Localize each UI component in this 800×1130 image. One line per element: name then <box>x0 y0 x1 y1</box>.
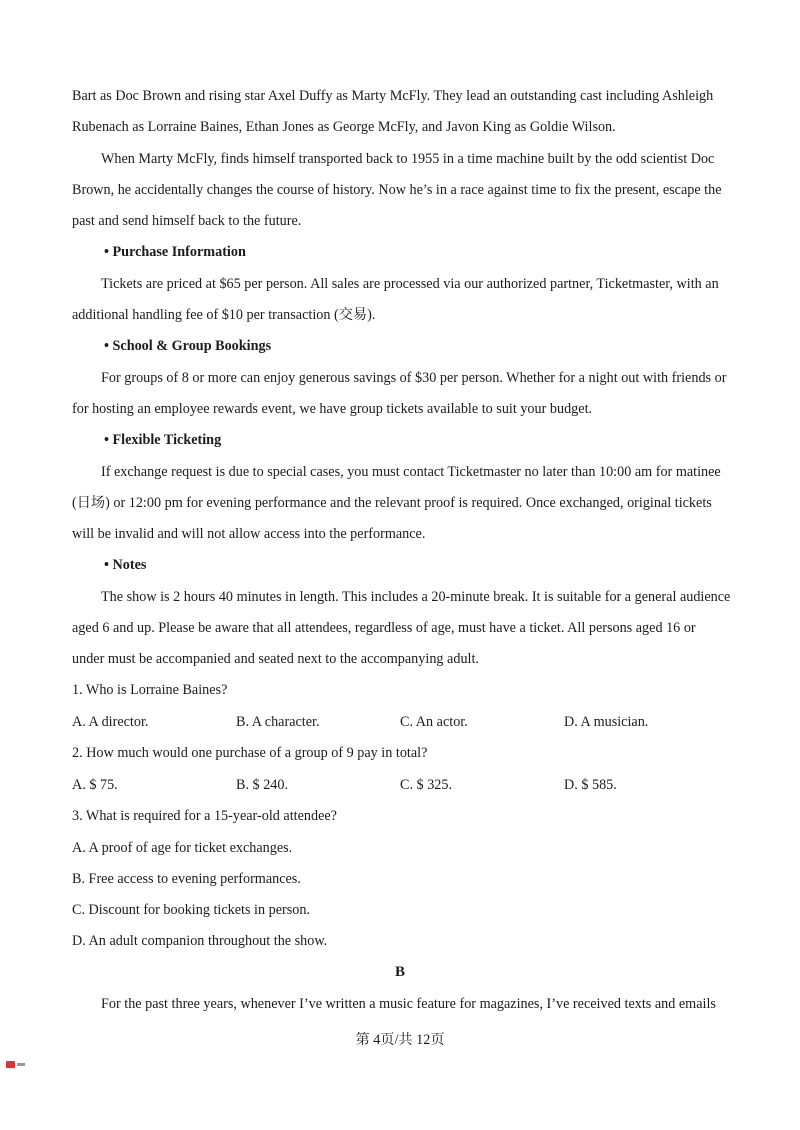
watermark-logo-icon <box>6 1061 15 1068</box>
flexible-ticketing-line-2: (日场) or 12:00 pm for evening performance and the relevant proof is required. Once exchanged, original tickets <box>72 495 712 511</box>
question-1-option-b: B. A character. <box>236 714 320 730</box>
question-2-option-c: C. $ 325. <box>400 777 453 793</box>
question-1-option-c: C. An actor. <box>400 714 468 730</box>
page-number-footer: 第 4页/共 12页 <box>355 1032 445 1048</box>
question-3-stem: 3. What is required for a 15-year-old attendee? <box>72 808 337 824</box>
question-2-option-b: B. $ 240. <box>236 777 289 793</box>
flexible-ticketing-line-3: will be invalid and will not allow access into the performance. <box>72 526 426 542</box>
group-bookings-line-1: For groups of 8 or more can enjoy generous savings of $30 per person. Whether for a night out with friends or <box>101 370 727 386</box>
question-2-stem: 2. How much would one purchase of a group of 9 pay in total? <box>72 745 428 761</box>
notes-line-2: aged 6 and up. Please be aware that all attendees, regardless of age, must have a ticket. All persons aged 16 or <box>72 620 696 636</box>
group-bookings-line-2: for hosting an employee rewards event, we have group tickets available to suit your budget. <box>72 401 593 417</box>
story-line-2: Brown, he accidentally changes the course of history. Now he’s in a race against time to fix the present, escape the <box>72 182 722 198</box>
story-line-3: past and send himself back to the future. <box>72 213 302 229</box>
section-b-title: B <box>394 964 405 980</box>
purchase-info-heading: • Purchase Information <box>104 244 246 260</box>
question-3-option-c: C. Discount for booking tickets in person. <box>72 902 311 918</box>
story-line-1: When Marty McFly, finds himself transported back to 1955 in a time machine built by the odd scientist Doc <box>101 151 715 167</box>
notes-heading: • Notes <box>104 557 147 573</box>
notes-line-1: The show is 2 hours 40 minutes in length. This includes a 20-minute break. It is suitable for a general audience <box>101 589 731 605</box>
purchase-info-line-1: Tickets are priced at $65 per person. All sales are processed via our authorized partner, Ticketmaster, with an <box>101 276 719 292</box>
question-2-option-a: A. $ 75. <box>72 777 118 793</box>
watermark-text-mark <box>17 1063 25 1066</box>
notes-line-3: under must be accompanied and seated next to the accompanying adult. <box>72 651 479 667</box>
question-3-option-d: D. An adult companion throughout the show. <box>72 933 328 949</box>
question-1-stem: 1. Who is Lorraine Baines? <box>72 682 228 698</box>
section-b-first-line: For the past three years, whenever I’ve written a music feature for magazines, I’ve received texts and emails <box>101 996 716 1012</box>
question-1-option-a: A. A director. <box>72 714 149 730</box>
question-1-option-d: D. A musician. <box>564 714 649 730</box>
question-3-option-a: A. A proof of age for ticket exchanges. <box>72 840 293 856</box>
group-bookings-heading: • School & Group Bookings <box>104 338 272 354</box>
question-3-option-b: B. Free access to evening performances. <box>72 871 301 887</box>
purchase-info-line-2: additional handling fee of $10 per transaction (交易). <box>72 307 376 323</box>
intro-line-2: Rubenach as Lorraine Baines, Ethan Jones as George McFly, and Javon King as Goldie Wilson. <box>72 119 616 135</box>
question-2-option-d: D. $ 585. <box>564 777 617 793</box>
intro-line-1: Bart as Doc Brown and rising star Axel Duffy as Marty McFly. They lead an outstanding cast including Ashleigh <box>72 88 714 104</box>
flexible-ticketing-heading: • Flexible Ticketing <box>104 432 222 448</box>
flexible-ticketing-line-1: If exchange request is due to special cases, you must contact Ticketmaster no later than 10:00 am for matinee <box>101 464 721 480</box>
